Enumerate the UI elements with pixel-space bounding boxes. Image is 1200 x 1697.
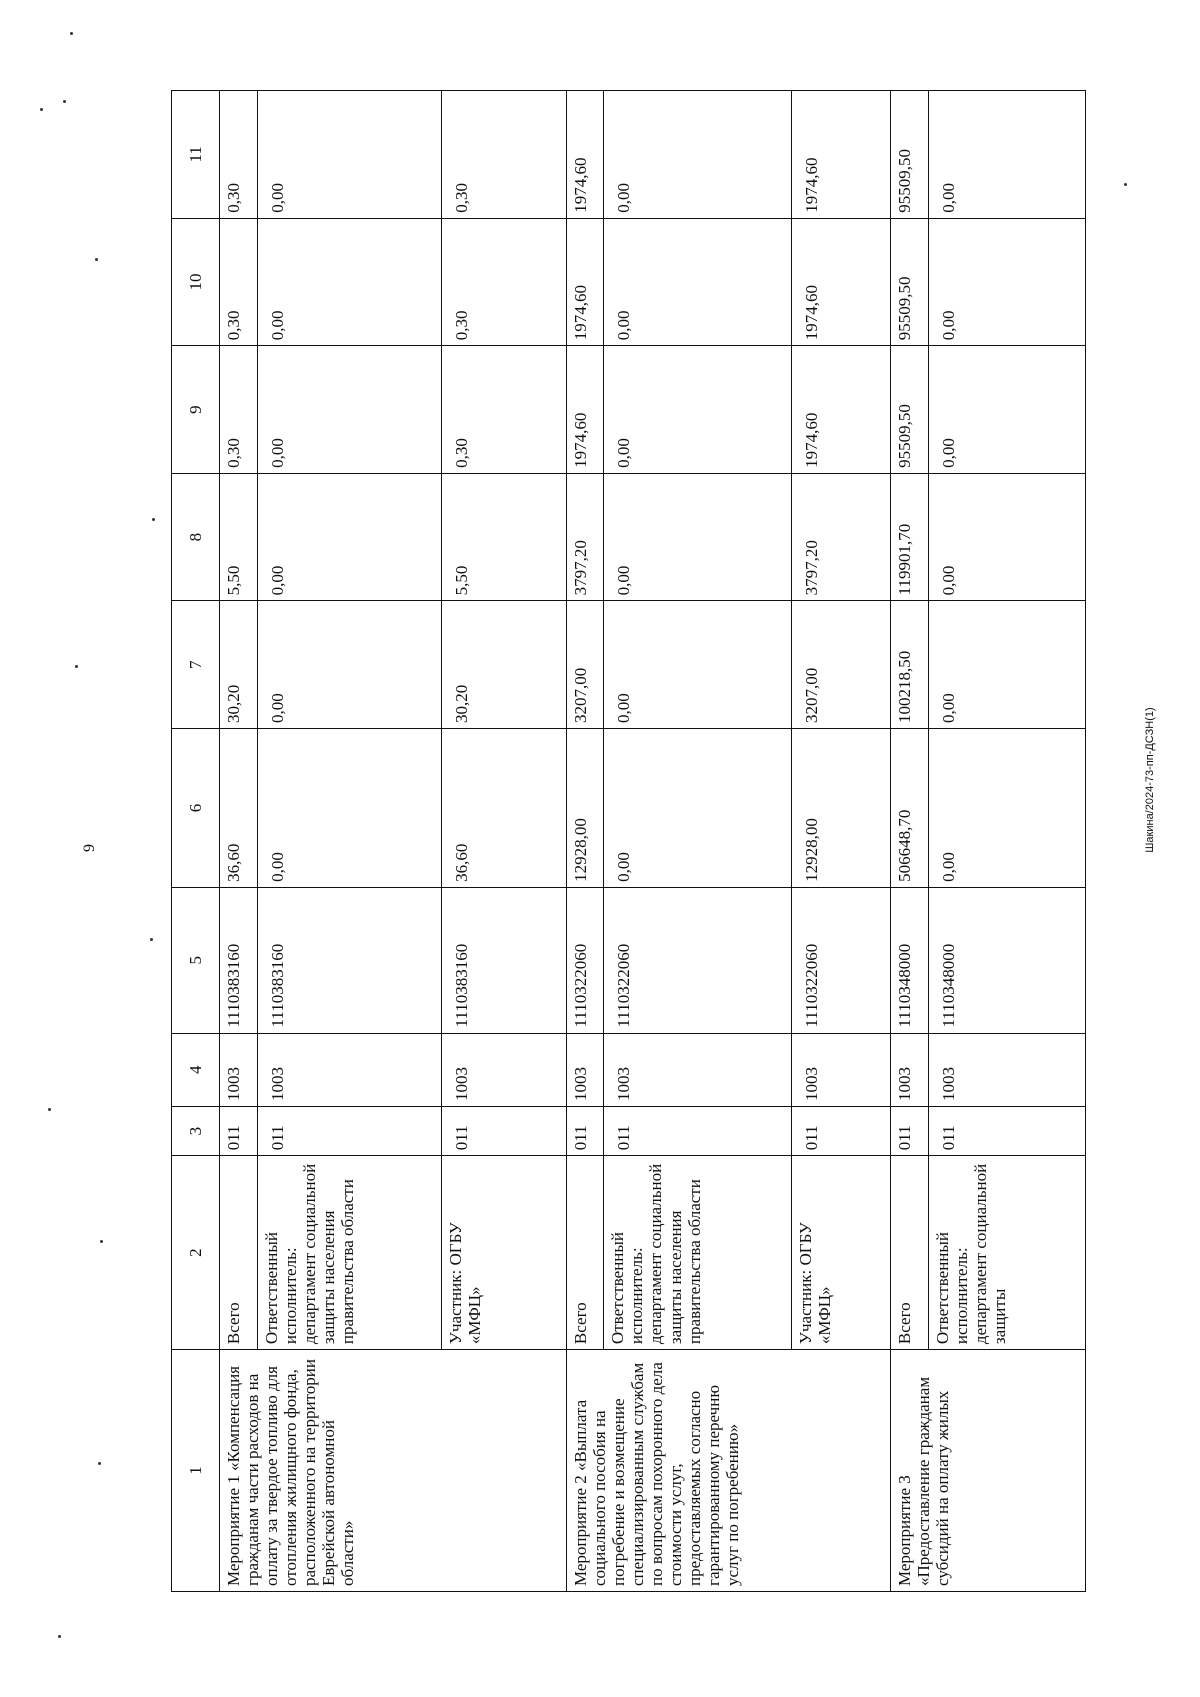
cell-value: 1974,60 (566, 346, 604, 474)
cell-code: 011 (257, 1106, 441, 1155)
cell-value: 0,30 (220, 218, 258, 346)
cell-target-code: 1110322060 (604, 887, 791, 1033)
column-header: 2 (172, 1156, 220, 1350)
cell-value: 0,00 (928, 601, 1085, 729)
cell-value: 0,00 (604, 601, 791, 729)
column-header: 5 (172, 887, 220, 1033)
cell-section: 1003 (566, 1033, 604, 1106)
cell-value: 30,20 (220, 601, 258, 729)
cell-value: 0,00 (604, 91, 791, 219)
cell-value: 1974,60 (791, 91, 890, 219)
cell-value: 0,00 (257, 601, 441, 729)
column-header: 7 (172, 601, 220, 729)
scan-speck (58, 1635, 61, 1638)
cell-value: 5,50 (441, 473, 566, 601)
cell-target-code: 1110322060 (791, 887, 890, 1033)
column-header: 3 (172, 1106, 220, 1155)
column-header: 10 (172, 218, 220, 346)
cell-value: 5,50 (220, 473, 258, 601)
cell-code: 011 (604, 1106, 791, 1155)
cell-target-code: 1110322060 (566, 887, 604, 1033)
scan-speck (98, 1462, 101, 1465)
budget-table (171, 90, 1086, 1592)
document-reference: Шакина/2024-73-пп-ДСЗН(1) (1144, 707, 1156, 853)
cell-value: 12928,00 (566, 729, 604, 888)
scan-speck (152, 518, 155, 521)
cell-code: 011 (791, 1106, 890, 1155)
cell-value: 0,00 (928, 91, 1085, 219)
table-row-activity1-total (220, 91, 258, 1592)
header-row (172, 91, 220, 1592)
cell-target-code: 1110383160 (257, 887, 441, 1033)
cell-value: 0,00 (257, 218, 441, 346)
cell-participant: Участник: ОГБУ «МФЦ» (441, 1156, 566, 1350)
cell-target-code: 1110348000 (890, 887, 928, 1033)
cell-value: 0,00 (928, 346, 1085, 474)
cell-value: 30,20 (441, 601, 566, 729)
scan-speck (63, 100, 66, 103)
cell-value: 0,00 (928, 473, 1085, 601)
cell-code: 011 (928, 1106, 1085, 1155)
cell-value: 0,00 (257, 346, 441, 474)
cell-code: 011 (890, 1106, 928, 1155)
cell-value: 0,00 (257, 91, 441, 219)
column-header: 9 (172, 346, 220, 474)
cell-value: 0,00 (604, 218, 791, 346)
cell-section: 1003 (791, 1033, 890, 1106)
cell-code: 011 (441, 1106, 566, 1155)
page-number: 9 (81, 844, 98, 852)
scan-speck (1124, 183, 1127, 186)
cell-participant: Ответственный исполнитель: департамент социальной защиты (928, 1156, 1085, 1350)
cell-value: 119901,70 (890, 473, 928, 601)
table-row-activity2-total (566, 91, 604, 1592)
cell-participant: Всего (566, 1156, 604, 1350)
column-header: 4 (172, 1033, 220, 1106)
scan-speck (150, 938, 153, 941)
cell-section: 1003 (928, 1033, 1085, 1106)
cell-participant: Ответственный исполнитель: департамент социальной защиты населения правительства области (604, 1156, 791, 1350)
cell-value: 100218,50 (890, 601, 928, 729)
cell-value: 95509,50 (890, 218, 928, 346)
cell-value: 3797,20 (791, 473, 890, 601)
cell-value: 3207,00 (791, 601, 890, 729)
cell-section: 1003 (257, 1033, 441, 1106)
cell-value: 3797,20 (566, 473, 604, 601)
scan-speck (40, 108, 43, 111)
cell-value: 0,30 (220, 346, 258, 474)
cell-value: 0,00 (604, 729, 791, 888)
activity-1-title: Мероприятие 1 «Компенсация гражданам части расходов на оплату за твердое топливо для отопления жилищного фонда, расположенного на территории Еврейской автономной области» (220, 1350, 567, 1592)
scan-speck (95, 258, 98, 261)
cell-section: 1003 (441, 1033, 566, 1106)
rotated-table-wrapper (171, 90, 1086, 1592)
cell-value: 0,30 (441, 346, 566, 474)
cell-value: 0,30 (441, 91, 566, 219)
cell-value: 0,00 (257, 729, 441, 888)
cell-value: 1974,60 (566, 91, 604, 219)
cell-section: 1003 (604, 1033, 791, 1106)
cell-code: 011 (566, 1106, 604, 1155)
cell-section: 1003 (220, 1033, 258, 1106)
cell-value: 1974,60 (791, 218, 890, 346)
cell-value: 36,60 (220, 729, 258, 888)
cell-value: 1974,60 (566, 218, 604, 346)
scan-speck (100, 1240, 103, 1243)
cell-value: 3207,00 (566, 601, 604, 729)
cell-value: 0,00 (928, 218, 1085, 346)
cell-target-code: 1110348000 (928, 887, 1085, 1033)
activity-3-title: Мероприятие 3 «Предоставление гражданам субсидий на оплату жилых (890, 1350, 1085, 1592)
cell-value: 36,60 (441, 729, 566, 888)
cell-value: 0,00 (604, 346, 791, 474)
cell-participant: Ответственный исполнитель: департамент социальной защиты населения правительства области (257, 1156, 441, 1350)
cell-section: 1003 (890, 1033, 928, 1106)
cell-value: 95509,50 (890, 91, 928, 219)
cell-value: 0,00 (928, 729, 1085, 888)
cell-value: 0,30 (441, 218, 566, 346)
scan-speck (70, 32, 73, 35)
cell-value: 12928,00 (791, 729, 890, 888)
column-header: 1 (172, 1350, 220, 1592)
cell-participant: Участник: ОГБУ «МФЦ» (791, 1156, 890, 1350)
column-header: 8 (172, 473, 220, 601)
cell-participant: Всего (890, 1156, 928, 1350)
cell-participant: Всего (220, 1156, 258, 1350)
cell-target-code: 1110383160 (220, 887, 258, 1033)
cell-value: 0,00 (257, 473, 441, 601)
activity-2-title: Мероприятие 2 «Выплата социального пособия на погребение и возмещение специализированным службам по вопросам похоронного дела стоимости услуг, предоставляемых согласно гарантированному перечню услуг по погребению» (566, 1350, 890, 1592)
column-header: 11 (172, 91, 220, 219)
column-header: 6 (172, 729, 220, 888)
scan-speck (48, 1108, 51, 1111)
cell-code: 011 (220, 1106, 258, 1155)
cell-value: 1974,60 (791, 346, 890, 474)
cell-value: 95509,50 (890, 346, 928, 474)
table-row-activity3-total (890, 91, 928, 1592)
scan-speck (75, 665, 78, 668)
cell-target-code: 1110383160 (441, 887, 566, 1033)
cell-value: 0,00 (604, 473, 791, 601)
cell-value: 506648,70 (890, 729, 928, 888)
cell-value: 0,30 (220, 91, 258, 219)
